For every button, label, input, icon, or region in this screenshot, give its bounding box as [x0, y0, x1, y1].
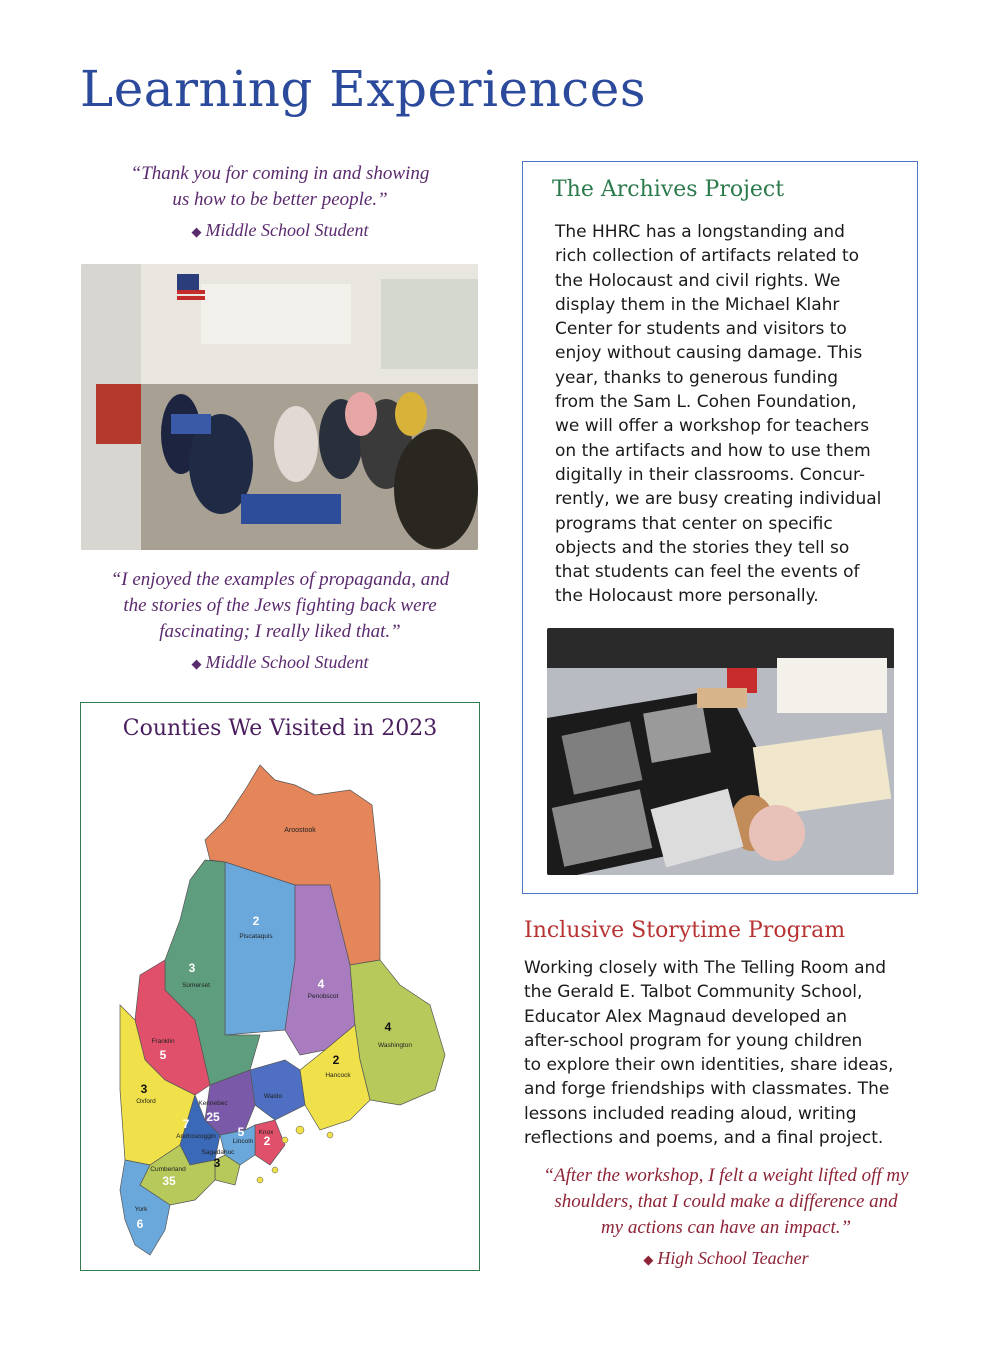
storytime-body: [524, 956, 924, 1150]
quote-line: my actions can have an impact.”: [600, 1217, 852, 1238]
archives-line: display them in the Michael Klahr: [555, 294, 840, 315]
county-name: Franklin: [151, 1038, 175, 1045]
archives-line: objects and the stories they tell so: [555, 537, 850, 558]
map-heading: Counties We Visited in 2023: [122, 716, 438, 741]
county-name: Aroostook: [284, 827, 316, 834]
county-name: Somerset: [182, 982, 210, 989]
county-count: 7: [182, 1117, 190, 1131]
storytime-line: and forge friendships with classmates. The: [524, 1079, 890, 1100]
quote-block-1: [80, 161, 480, 241]
quote-block-2: [80, 567, 480, 673]
artifacts-illustration: [547, 628, 894, 875]
archives-line: The HHRC has a longstanding and: [555, 222, 845, 242]
county-name: Oxford: [136, 1098, 156, 1105]
quote-block-3: [516, 1163, 936, 1269]
county-piscataquis: [225, 862, 295, 1035]
county-name: York: [134, 1206, 148, 1213]
quote-line: “Thank you for coming in and showing: [130, 163, 430, 184]
quote-line: shoulders, that I could make a difference and: [554, 1191, 898, 1212]
quote-line: “After the workshop, I felt a weight lifted off my: [543, 1165, 909, 1186]
storytime-line: reflections and poems, and a final project.: [524, 1128, 884, 1149]
archives-line: Center for students and visitors to: [555, 319, 847, 340]
quote-line: “I enjoyed the examples of propaganda, and: [110, 569, 450, 590]
storytime-line: to explore their own identities, share ideas,: [524, 1055, 894, 1076]
classroom-photo: [81, 264, 478, 550]
county-count: 2: [263, 1134, 271, 1148]
county-count: 4: [317, 977, 325, 991]
county-count: 5: [237, 1125, 245, 1139]
diamond-icon: ◆: [643, 1252, 654, 1267]
storytime-line: Educator Alex Magnaud developed an: [524, 1006, 848, 1027]
archives-line: programs that center on specific: [555, 513, 833, 534]
storytime-line: lessons included reading aloud, writing: [524, 1103, 857, 1124]
archives-line: the Holocaust more personally.: [555, 586, 819, 607]
archives-heading: The Archives Project: [552, 177, 785, 202]
county-name: Androscoggin: [176, 1133, 216, 1140]
county-count: 3: [188, 961, 196, 975]
county-name: Hancock: [325, 1072, 351, 1079]
archives-line: that students can feel the events of: [555, 562, 860, 583]
county-count: 3: [213, 1156, 221, 1170]
county-count: 35: [162, 1174, 176, 1188]
county-count: 2: [332, 1053, 340, 1067]
county-name: Waldo: [263, 1093, 283, 1100]
county-name: Sagadahoc: [201, 1149, 235, 1156]
archives-line: digitally in their classrooms. Concur-: [555, 464, 865, 485]
archives-line: rich collection of artifacts related to: [555, 246, 860, 267]
classroom-illustration: [81, 264, 478, 550]
storytime-heading: Inclusive Storytime Program: [524, 918, 846, 943]
county-name: Knox: [258, 1129, 274, 1136]
artifacts-photo: [547, 628, 894, 875]
county-name: Lincoln: [232, 1138, 254, 1145]
county-count: 6: [136, 1217, 144, 1231]
archives-line: from the Sam L. Cohen Foundation,: [555, 392, 857, 413]
quote-attribution: ◆ High School Teacher: [643, 1248, 809, 1268]
county-name: Kennebec: [198, 1100, 228, 1107]
county-count: 25: [206, 1110, 220, 1124]
archives-line: on the artifacts and how to use them: [555, 440, 871, 461]
storytime-line: after-school program for young children: [524, 1030, 863, 1051]
county-count: 4: [384, 1020, 392, 1034]
quote-line: the stories of the Jews fighting back were: [123, 595, 437, 616]
county-name: Washington: [377, 1042, 413, 1049]
archives-line: we will offer a workshop for teachers: [555, 416, 870, 437]
storytime-line: Working closely with The Telling Room and: [524, 958, 887, 978]
county-name: Piscataquis: [239, 933, 273, 940]
county-count: 5: [159, 1048, 167, 1062]
quote-line: us how to be better people.”: [172, 189, 388, 210]
diamond-icon: ◆: [191, 656, 202, 671]
county-name: Cumberland: [150, 1166, 186, 1173]
page-title: Learning Experiences: [80, 60, 647, 118]
quote-attribution: ◆ Middle School Student: [191, 220, 369, 240]
county-count: 2: [252, 914, 260, 928]
storytime-line: the Gerald E. Talbot Community School,: [524, 982, 863, 1003]
county-count: 3: [140, 1082, 148, 1096]
quote-attribution: ◆ Middle School Student: [191, 652, 369, 672]
archives-line: rently, we are busy creating individual: [555, 489, 882, 510]
county-name: Penobscot: [307, 993, 339, 1000]
archives-line: the Holocaust and civil rights. We: [555, 270, 841, 291]
quote-line: fascinating; I really liked that.”: [159, 621, 401, 642]
archives-line: year, thanks to generous funding: [555, 367, 839, 388]
archives-body: [555, 220, 905, 609]
county-waldo: [250, 1060, 305, 1120]
diamond-icon: ◆: [191, 224, 202, 239]
archives-line: enjoy without causing damage. This: [555, 343, 863, 364]
maine-county-map: [110, 760, 455, 1260]
